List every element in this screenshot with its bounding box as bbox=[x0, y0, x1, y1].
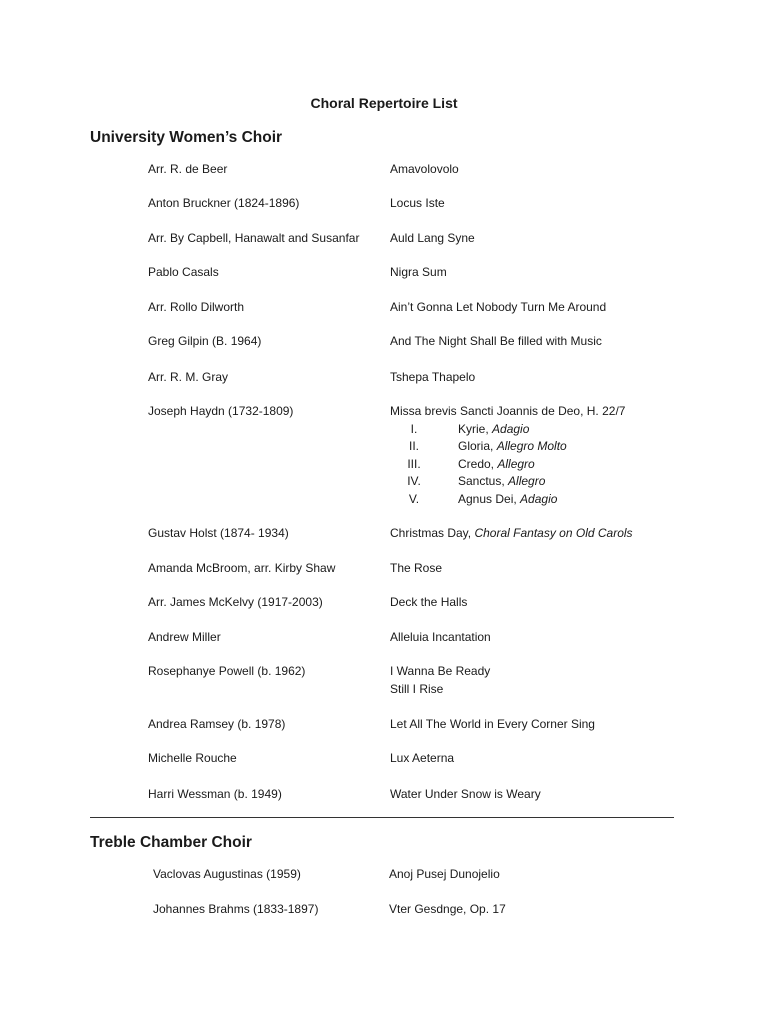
work-title: Still I Rise bbox=[390, 681, 444, 696]
movement-tempo: Allegro Molto bbox=[496, 439, 567, 453]
composer: Amanda McBroom, arr. Kirby Shaw bbox=[148, 561, 336, 575]
work-title: Deck the Halls bbox=[390, 595, 468, 609]
composer: Joseph Haydn (1732-1809) bbox=[148, 404, 294, 418]
work-title: Locus Iste bbox=[390, 196, 445, 210]
movement-tempo: Adagio bbox=[492, 421, 530, 436]
work-title: And The Night Shall Be filled with Music bbox=[390, 334, 602, 348]
work-title: Ain’t Gonna Let Nobody Turn Me Around bbox=[390, 300, 607, 314]
movement-name: Gloria, bbox=[458, 439, 497, 453]
work-title-main: Christmas Day, bbox=[390, 526, 475, 540]
section-divider bbox=[90, 817, 674, 818]
movement bbox=[390, 491, 625, 509]
composer: Arr. James McKelvy (1917-2003) bbox=[148, 595, 323, 609]
movement bbox=[390, 456, 625, 474]
composer: Michelle Rouche bbox=[148, 751, 237, 765]
movement-number: III. bbox=[407, 456, 421, 471]
work-with-movements bbox=[390, 403, 625, 508]
work-title bbox=[390, 525, 633, 543]
document-title: Choral Repertoire List bbox=[310, 95, 458, 111]
work-title: Let All The World in Every Corner Sing bbox=[390, 717, 595, 731]
work-subtitle: Choral Fantasy on Old Carols bbox=[474, 526, 633, 540]
composer: Gustav Holst (1874- 1934) bbox=[148, 526, 289, 540]
composer: Rosephanye Powell (b. 1962) bbox=[148, 664, 306, 678]
work-title: Auld Lang Syne bbox=[390, 231, 475, 245]
work-titles bbox=[390, 663, 490, 698]
movement-name: Credo, bbox=[458, 456, 498, 471]
composer: Arr. R. de Beer bbox=[148, 162, 228, 176]
work-title: The Rose bbox=[390, 561, 443, 575]
composer: Arr. By Capbell, Hanawalt and Susanfar bbox=[148, 231, 360, 245]
movement-tempo: Allegro bbox=[497, 456, 535, 471]
composer: Arr. R. M. Gray bbox=[148, 370, 229, 384]
movement bbox=[390, 438, 625, 456]
movement-name: Agnus Dei, bbox=[458, 491, 521, 506]
movement-number: II. bbox=[408, 439, 419, 453]
movement-name: Kyrie, bbox=[458, 421, 493, 436]
composer: Andrew Miller bbox=[148, 630, 221, 644]
composer: Arr. Rollo Dilworth bbox=[148, 300, 245, 314]
composer: Greg Gilpin (B. 1964) bbox=[148, 334, 262, 348]
work-title: Alleluia Incantation bbox=[390, 630, 491, 644]
movement bbox=[390, 421, 625, 439]
work-title: Water Under Snow is Weary bbox=[390, 787, 541, 801]
work-title: Amavolovolo bbox=[390, 162, 459, 176]
composer: Vaclovas Augustinas (1959) bbox=[153, 867, 301, 881]
section-heading-university-womens-choir: University Women’s Choir bbox=[90, 129, 283, 146]
work-title: Nigra Sum bbox=[390, 265, 447, 279]
movement-number: I. bbox=[410, 421, 418, 436]
work-title: Missa brevis Sancti Joannis de Deo, H. 22/7 bbox=[390, 404, 626, 418]
work-title: I Wanna Be Ready bbox=[390, 664, 491, 678]
composer: Andrea Ramsey (b. 1978) bbox=[148, 717, 286, 731]
movement-name: Sanctus, bbox=[458, 474, 509, 488]
movement-tempo: Adagio bbox=[520, 491, 558, 506]
movement-number: IV. bbox=[407, 474, 421, 488]
composer: Anton Bruckner (1824-1896) bbox=[148, 196, 300, 210]
work-title: Lux Aeterna bbox=[390, 751, 455, 765]
movement-tempo: Allegro bbox=[508, 474, 546, 488]
work-title: Vter Gesdnge, Op. 17 bbox=[389, 902, 506, 916]
composer: Pablo Casals bbox=[148, 265, 219, 279]
movement bbox=[390, 473, 625, 491]
movement-number: V. bbox=[408, 491, 420, 506]
composer: Johannes Brahms (1833-1897) bbox=[153, 902, 319, 916]
work-title: Tshepa Thapelo bbox=[390, 370, 476, 384]
work-title: Anoj Pusej Dunojelio bbox=[389, 867, 500, 881]
section-heading-treble-chamber-choir: Treble Chamber Choir bbox=[90, 834, 252, 851]
composer: Harri Wessman (b. 1949) bbox=[148, 787, 282, 801]
